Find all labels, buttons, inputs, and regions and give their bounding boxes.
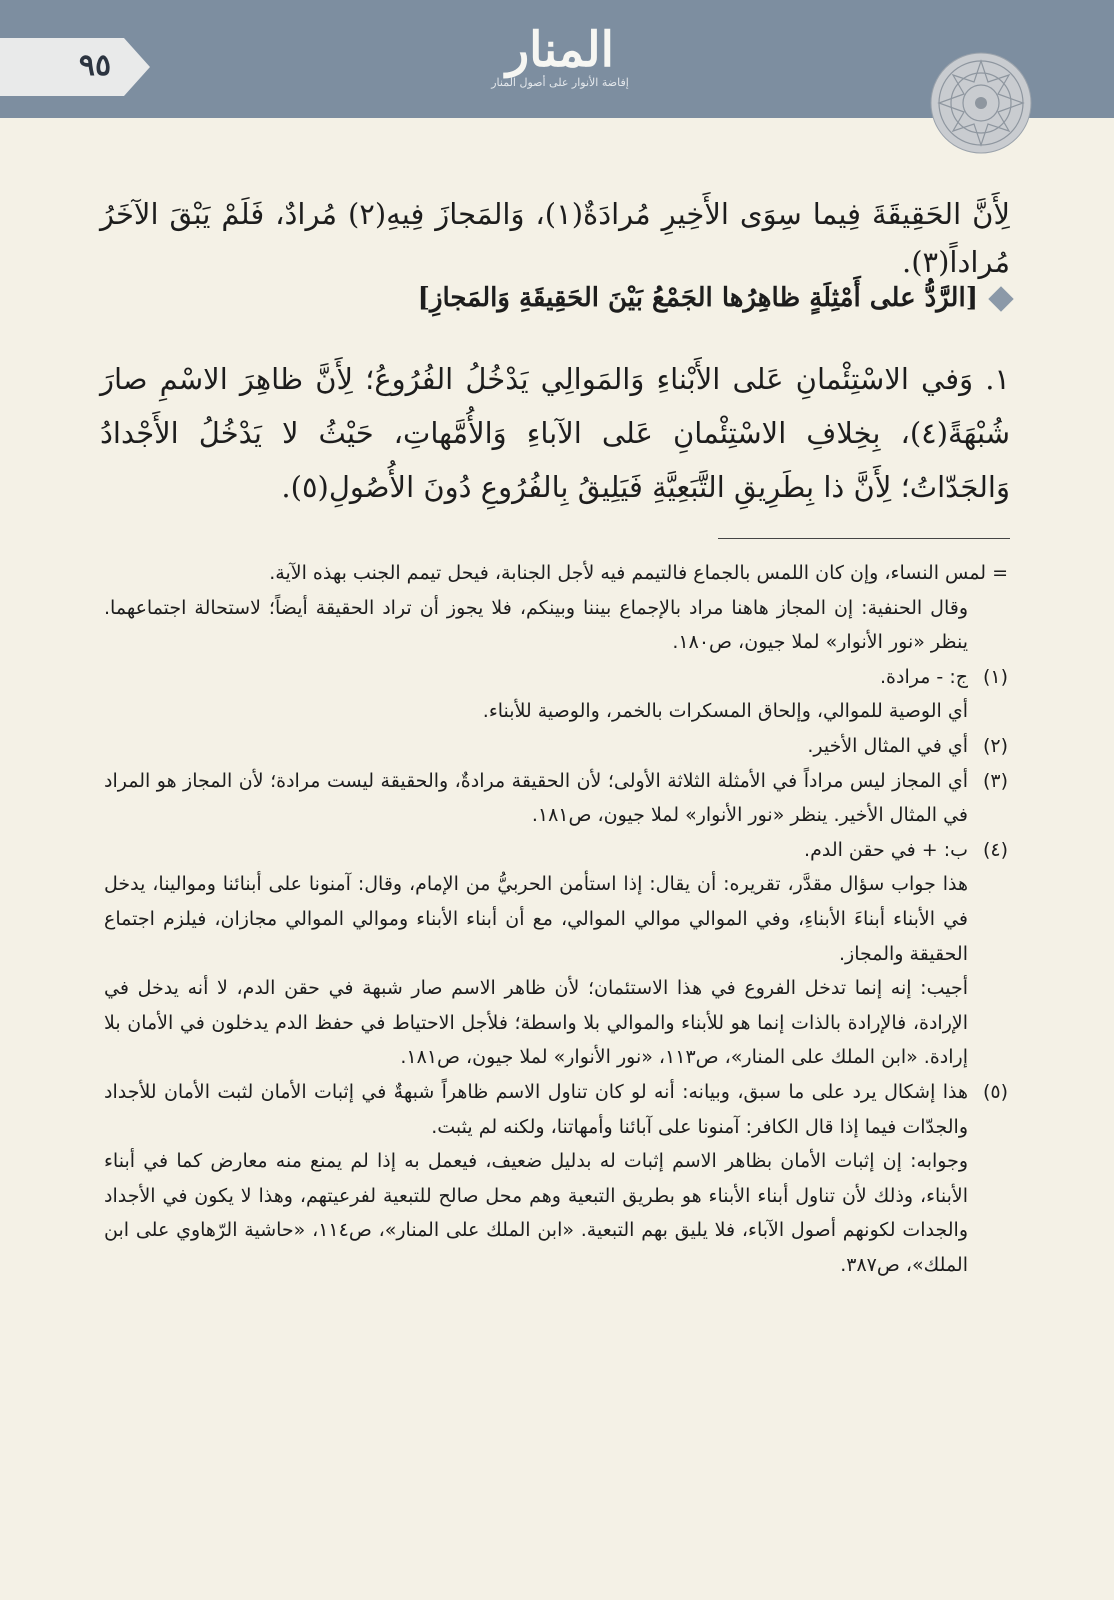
- footnote-text: هذا إشكال يرد على ما سبق، وبيانه: أنه لو كان تناول الاسم ظاهراً شبهةٌ في إثبات الأمان لثبت الأمان للأجداد والجدّات فيما إذا قال الكافر: آمنونا على آبائنا وأمهاتنا، ولكنه لم يثبت.: [104, 1080, 968, 1138]
- footnote-text: أجيب: إنه إنما تدخل الفروع في هذا الاستئمان؛ لأن ظاهر الاسم صار شبهة في حقن الدم، لا أنه يدخل في الإرادة، فالإرادة بالذات إنما هو للأبناء والموالي بلا واسطة؛ فلأجل الاحتياط في حفظ الدم يدخلون في الأمان بلا إرادة. «ابن الملك على المنار»، ص١١٣، «نور الأنوار» لملا جيون، ص١٨١.: [104, 977, 968, 1069]
- footnote-text: وجوابه: إن إثبات الأمان بظاهر الاسم إثبات له بدليل ضعيف، فيعمل به إذا لم يمنع منه معارض كما في أبناء الأبناء، وذلك لأن تناول أبناء الأبناء هو بطريق التبعية وهم محل صالح للتبعية لفرعيتهم، وهذا لا يكون في الأجداد والجدات لكونهم أصول الآباء، فلا يليق بهم التبعية. «ابن الملك على المنار»، ص١١٤، «حاشية الرّهاوي على ابن الملك»، ص٣٨٧.: [104, 1150, 968, 1276]
- header-subtitle: إفاضة الأنوار على أصول المنار: [491, 76, 629, 89]
- footnote-number: (٤): [982, 838, 1008, 861]
- section-heading-text: [الرَّدُّ على أَمْثِلَةٍ ظاهِرُها الجَمْعُ بَيْنَ الحَقِيقَةِ وَالمَجازِ]: [417, 283, 978, 313]
- footnote-text: ج: - مرادة.: [880, 665, 968, 688]
- footnote-continuation-line: = لمس النساء، وإن كان اللمس بالجماع فالتيمم فيه لأجل الجنابة، فيحل تيمم الجنب بهذه الآية.: [269, 562, 1008, 584]
- footnote-3: [104, 764, 1008, 833]
- diamond-bullet-icon: [988, 286, 1013, 311]
- footnote-number: (٣): [982, 769, 1008, 792]
- numbered-paragraph-block: [100, 352, 1010, 514]
- footnote-number: (١): [982, 665, 1008, 688]
- footnote-text: أي في المثال الأخير.: [807, 734, 968, 757]
- footnote-5: [104, 1075, 1008, 1144]
- header-title: المنار: [506, 22, 614, 78]
- numbered-paragraph: ١. وَفي الاسْتِئْمانِ عَلى الأَبْناءِ وَالمَوالِي يَدْخُلُ الفُرُوعُ؛ لِأَنَّ ظاهِرَ الاسْمِ صارَ شُبْهَةً(٤)، بِخِلافِ الاسْتِئْمانِ عَلى الآباءِ وَالأُمَّهاتِ، حَيْثُ لا يَدْخُلُ الأَجْدادُ وَالجَدّاتُ؛ لِأَنَّ ذا بِطَرِيقِ التَّبَعِيَّةِ فَيَلِيقُ بِالفُرُوعِ دُونَ الأُصُولِ(٥).: [100, 362, 1010, 504]
- footnote-text: أي الوصية للموالي، وإلحاق المسكرات بالخمر، والوصية للأبناء.: [482, 700, 968, 723]
- footnote-1: [104, 660, 1008, 695]
- section-heading: [110, 274, 1010, 322]
- page-number: ٩٥: [78, 48, 112, 83]
- footnote-continuation-line: وقال الحنفية: إن المجاز هاهنا مراد بالإجماع بيننا وبينكم، فلا يجوز أن تراد الحقيقة أيضاً؛ لاستحالة اجتماعهما. ينظر «نور الأنوار» لملا جيون، ص١٨٠.: [104, 596, 968, 654]
- footnote-2: [104, 729, 1008, 764]
- rosette-ornament-icon: [926, 48, 1036, 158]
- footnote-text: هذا جواب سؤال مقدَّر، تقريره: أن يقال: إذا استأمن الحربيُّ من الإمام، وقال: آمنونا على أبنائنا وموالينا، يدخل في الأبناء أبناءَ الأبناءِ، وفي الموالي موالي الموالي، مع أن أبناء الأبناء وموالي الموالي مجازان، فيلزم اجتماع الحقيقة والمجاز.: [104, 873, 968, 965]
- footnote-divider: [718, 538, 1010, 539]
- header-logo: [470, 18, 650, 104]
- footnote-number: (٥): [982, 1080, 1008, 1103]
- footnotes-section: [104, 556, 1008, 1282]
- footnote-text: أي المجاز ليس مراداً في الأمثلة الثلاثة الأولى؛ لأن الحقيقة مرادةٌ، والحقيقة ليست مرادة؛ لأن المجاز هو المراد في المثال الأخير. ينظر «نور الأنوار» لملا جيون، ص١٨١.: [104, 769, 968, 827]
- footnote-text: ب: + في حقن الدم.: [804, 838, 968, 861]
- footnote-number: (٢): [982, 734, 1008, 757]
- footnote-4: [104, 833, 1008, 868]
- main-lead-line: لِأَنَّ الحَقِيقَةَ فِيما سِوَى الأَخِيرِ مُرادَةٌ(١)، وَالمَجازَ فِيهِ(٢) مُرادٌ، فَلَمْ يَبْقَ الآخَرُ مُراداً(٣).: [100, 197, 1010, 279]
